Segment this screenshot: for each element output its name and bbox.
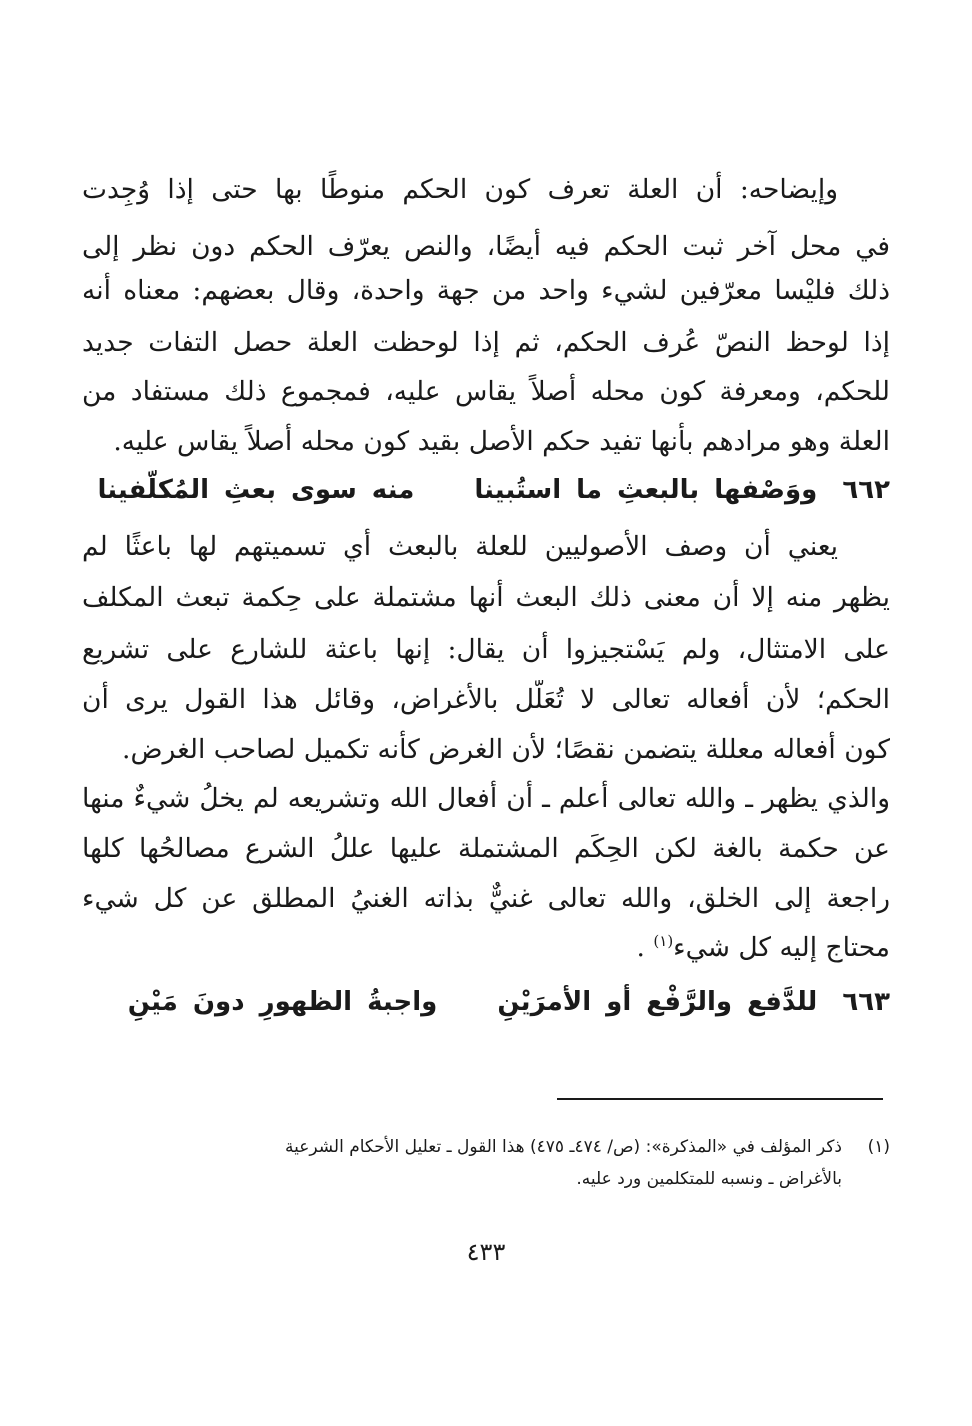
paragraph-line: كون أفعاله معللة يتضمن نقصًا؛ لأن الغرض كأنه تكميل لصاحب الغرض. bbox=[122, 734, 890, 765]
footnote-divider bbox=[557, 1098, 883, 1100]
page-number: ٤٣٣ bbox=[466, 1238, 506, 1266]
verse-first-hemistich: ووَصْفها بالبعثِ ما استُبينا bbox=[474, 475, 818, 505]
verse-number: ٦٦٢ bbox=[842, 475, 890, 505]
paragraph-line: على الامتثال، ولم يَسْتجيزوا أن يقال: إنها باعثة للشارع على تشريع bbox=[82, 634, 890, 665]
line-end: . bbox=[636, 932, 645, 963]
paragraph-line: والذي يظهر ـ والله تعالى أعلم ـ أن أفعال الله وتشريعه لم يخلُ شيءٌ منها bbox=[82, 783, 890, 814]
paragraph-line: في محل آخر ثبت الحكم فيه أيضًا، والنص يعرّف الحكم دون نظر إلى bbox=[82, 231, 890, 262]
paragraph-line: ذلك فليْسا معرّفين لشيء واحد من جهة واحدة، وقال بعضهم: معناه أنه bbox=[82, 275, 890, 306]
footnote-reference[interactable]: (١) bbox=[653, 932, 674, 951]
paragraph-line: للحكم، ومعرفة كون محله أصلاً يقاس عليه، فمجموع ذلك مستفاد من bbox=[82, 376, 890, 407]
paragraph-line: يظهر منه إلا أن معنى ذلك البعث أنها مشتملة على حِكمة تبعث المكلف bbox=[82, 582, 890, 613]
verse-first-hemistich: للدَّفع والرَّفْع أو الأمرَيْنِ bbox=[497, 987, 818, 1017]
verse-number: ٦٦٣ bbox=[842, 987, 890, 1017]
paragraph-line bbox=[82, 928, 890, 968]
footnote-line: ذكر المؤلف في «المذكرة»: (ص/ ٤٧٤ـ ٤٧٥) هذا القول ـ تعليل الأحكام الشرعية bbox=[284, 1137, 842, 1157]
paragraph-line: العلة وهو مرادهم بأنها تفيد حكم الأصل بقيد كون محله أصلاً يقاس عليه. bbox=[113, 426, 890, 457]
verse-second-hemistich: واجبةُ الظهورِ دونَ مَيْنِ bbox=[127, 987, 438, 1017]
paragraph-line: راجعة إلى الخلق، والله تعالى غنيٌّ بذاته الغنيُ المطلق عن كل شيء bbox=[82, 883, 890, 914]
footnote-continuation: بالأغراض ـ ونسبه للمتكلمين ورد عليه. bbox=[576, 1169, 842, 1189]
footnote bbox=[82, 1132, 890, 1162]
paragraph-line: إذا لوحظ النصّ عُرف الحكم، ثم إذا لوحظت العلة حصل التفات جديد bbox=[82, 327, 890, 358]
paragraph-line: يعني أن وصف الأصوليين للعلة بالبعث أي تسميتهم لها باعثًا لم bbox=[82, 531, 838, 562]
paragraph-line: الحكم؛ لأن أفعاله تعالى لا تُعَلَّل بالأغراض، وقائل هذا القول يرى أن bbox=[82, 684, 890, 715]
line-text: محتاج إليه كل شيء bbox=[673, 932, 890, 963]
paragraph-line: وإيضاحه: أن العلة تعرف كون الحكم منوطًا بها حتى إذا وُجِدت bbox=[82, 174, 838, 205]
paragraph-line: عن حكمة بالغة لكن الحِكَم المشتملة عليها عللُ الشرع مصالحُها كلها bbox=[82, 833, 890, 864]
footnote-number: (١) bbox=[867, 1137, 890, 1157]
verse-second-hemistich: منه سوى بعثِ المُكلّفينا bbox=[97, 475, 415, 505]
verse-662 bbox=[82, 470, 890, 510]
verse-663 bbox=[82, 982, 890, 1022]
